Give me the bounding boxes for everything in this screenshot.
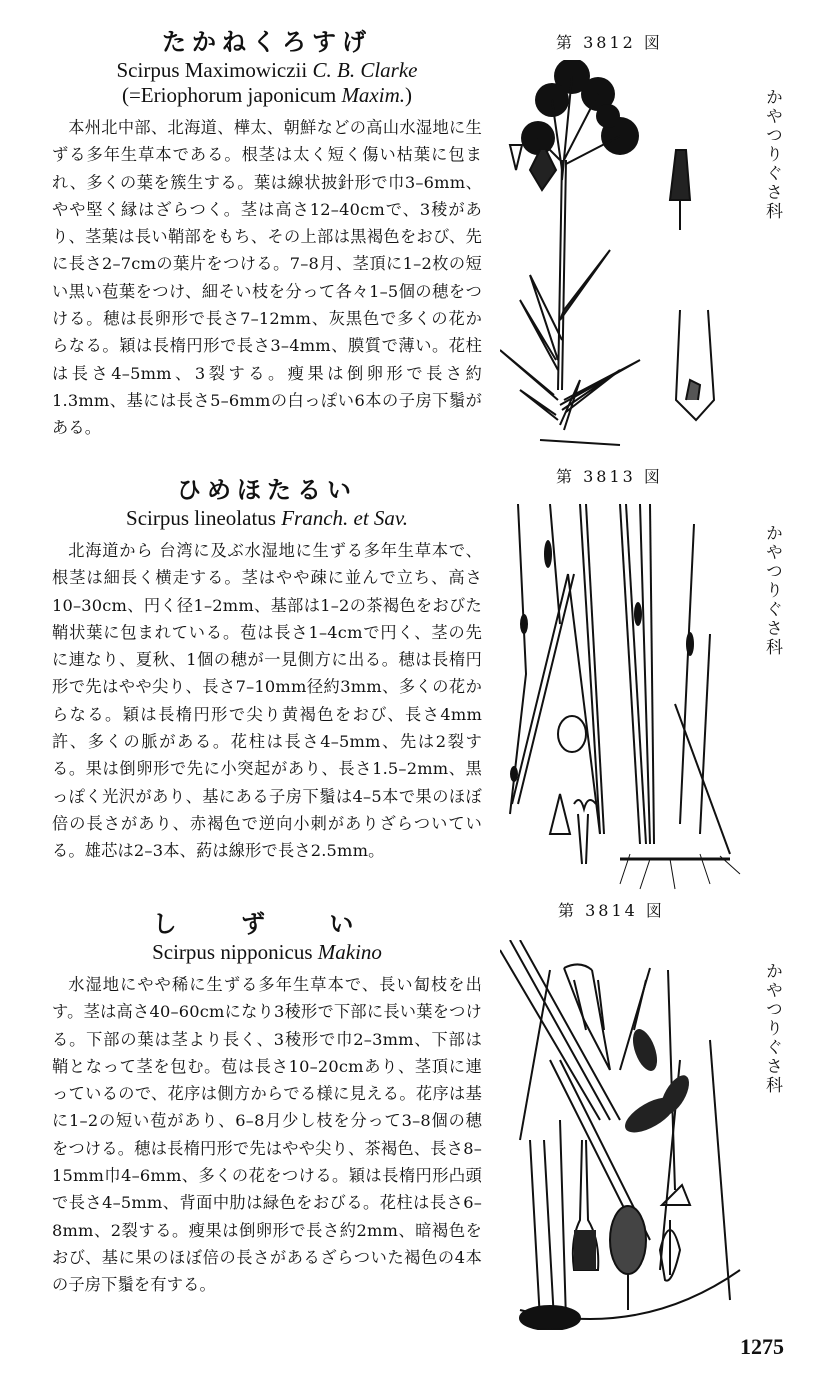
entry-sci-name: Scirpus Maximowiczii C. B. Clarke — [116, 58, 418, 82]
entry-sci-name: Scirpus lineolatus Franch. et Sav. — [126, 506, 408, 530]
entry-synonym: (=Eriophorum japonicum Maxim.) — [121, 83, 413, 107]
entry-jp-name: ひめほたるい — [177, 476, 357, 504]
plant-illustration-3813 — [500, 504, 750, 894]
entry-description: 水湿地にやや稀に生ずる多年生草本で、長い匐枝を出す。茎は高さ40–60cmになり3稜形で下部に長い葉をつける。下部の葉は茎より長く、3稜形で巾2–3mm、下部は鞘となって茎を包む。苞は長さ10–20cmあり、茎頂に連っているので、花序は側方からでる様に見える。花序は基に1–2の短い苞があり、6–8月少し枝を分って3–8個の穂をつける。穂は長楕円形で先はやや尖り、茶褐色、長さ8–15mm巾4–6mm、多くの花をつける。穎は長楕円形凸頭で長さ4–5mm、背面中肋は緑色をおびる。花柱は長さ6–8mm、2裂する。瘦果は倒卵形で長さ約2mm、暗褐色をおび、基に果のほぼ倍の長さがあるざらついた褐色の4本の子房下鬚を有する。 — [52, 975, 482, 1295]
family-label: かやつりぐさ科 — [762, 88, 782, 221]
family-label: かやつりぐさ科 — [762, 962, 782, 1095]
entry-description: 北海道から 台湾に及ぶ水湿地に生ずる多年生草本で、根茎は細長く横走する。茎はやや疎に並んで立ち、高さ10–30cm、円く径1–2mm、基部は1–2の茶褐色をおびた鞘状葉に包まれている。苞は長さ1–4cmで円く、茎の先に連なり、夏秋、1個の穂が一見側方に出る。穂は長楕円形で先はやや尖り、長さ7–10mm径約3mm、多くの花からなる。穎は長楕円形で尖り黄褐色をおび、長さ4mm許、多くの脈がある。花柱は長さ4–5mm、先は2裂する。果は倒卵形で先に小突起があり、長さ1.5–2mm、黒っぽく光沢があり、基にある子房下鬚は4–5本で果のほぼ倍の長さがあり、赤褐色で逆向小刺がありざらついている。雄芯は2–3本、葯は線形で長さ2.5mm。 — [52, 541, 482, 861]
entry-himehotarui — [52, 474, 482, 865]
figure-label-3813: 第 3813 図 — [556, 467, 663, 486]
entry-jp-name: し ず い — [152, 910, 382, 938]
entry-takanekurosuge — [52, 26, 482, 442]
figure-label-3814: 第 3814 図 — [558, 901, 665, 920]
figure-label-3812: 第 3812 図 — [556, 33, 663, 52]
page-number: 1275 — [740, 1334, 784, 1359]
plant-illustration-3814 — [500, 940, 760, 1330]
plant-illustration-3812 — [500, 60, 750, 455]
entry-description: 本州北中部、北海道、樺太、朝鮮などの高山水湿地に生ずる多年生草本である。根茎は太く短く傷い枯葉に包まれ、多くの葉を簇生する。葉は線状披針形で巾3–6mm、やや堅く縁はざらつく。茎は高さ12–40cmで、3稜があり、茎葉は長い鞘部をもち、その上部は黒褐色をおび、先に長さ2–7cmの葉片をつける。7–8月、茎頂に1–2枚の短い黒い苞葉をつけ、細そい枝を分って各々1–5個の穂をつける。穂は長卵形で長さ7–12mm、灰黒色で多くの花からなる。穎は長楕円形で長さ3–4mm、膜質で薄い。花柱は長さ4–5mm、3裂する。瘦果は倒卵形で長さ約1.3mm、基には長さ5–6mmの白っぽい6本の子房下鬚がある。 — [52, 118, 482, 438]
entry-shizui — [52, 908, 482, 1299]
entry-jp-name: たかねくろすげ — [162, 28, 372, 56]
family-label: かやつりぐさ科 — [762, 524, 782, 657]
entry-sci-name: Scirpus nipponicus Makino — [152, 940, 382, 964]
